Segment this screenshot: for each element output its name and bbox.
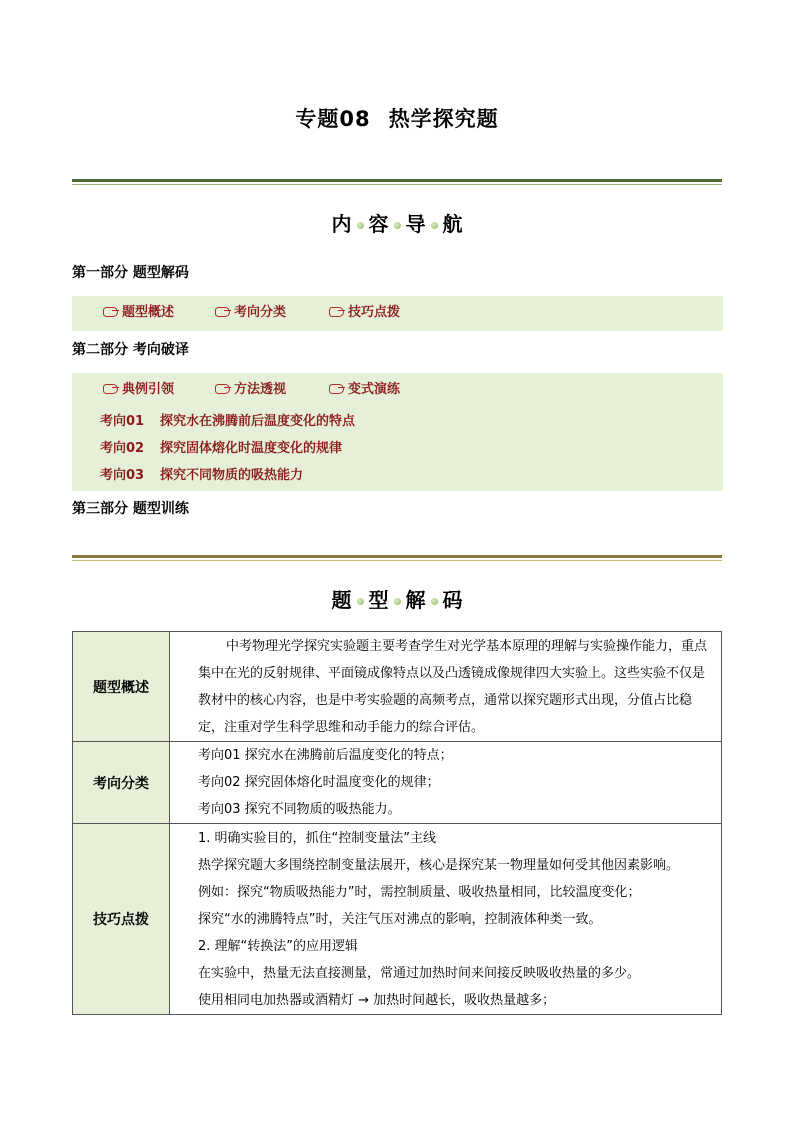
- topic-text: 探究固体熔化时温度变化的规律: [160, 441, 343, 456]
- table-row: [73, 742, 722, 824]
- list-item: 考向03 探究不同物质的吸热能力。: [198, 802, 401, 817]
- nav-link-overview[interactable]: [102, 301, 174, 320]
- section-heading: [0, 584, 794, 613]
- list-item: 热学探究题大多围绕控制变量法展开，核心是探究某一物理量如何受其他因素影响。: [198, 857, 680, 873]
- pointing-hand-icon: [102, 381, 120, 395]
- nav-link-classification[interactable]: [214, 301, 286, 320]
- row-content: [170, 824, 722, 1015]
- topic-code: 考向01: [100, 414, 145, 429]
- nav-link-label: 技巧点拨: [348, 305, 401, 320]
- part1-nav-box: [72, 296, 723, 331]
- pointing-hand-icon: [328, 304, 346, 318]
- list-item: 例如：探究“物质吸热能力”时，需控制质量、吸收热量相同，比较温度变化；: [198, 884, 641, 900]
- page-title: [0, 103, 794, 133]
- table-row: [73, 632, 722, 742]
- nav-link-practice[interactable]: [328, 378, 400, 397]
- row-label: 技巧点拨: [73, 824, 170, 1015]
- top-divider: [72, 179, 722, 185]
- pointing-hand-icon: [328, 381, 346, 395]
- dot-icon: [431, 222, 438, 229]
- list-item: 使用相同电加热器或酒精灯 → 加热时间越长，吸收热量越多；: [198, 992, 556, 1008]
- dot-icon: [394, 222, 401, 229]
- dot-icon: [394, 598, 401, 605]
- nav-link-label: 典例引领: [122, 382, 175, 397]
- part3-title: 第三部分 题型训练: [72, 501, 189, 517]
- nav-heading-char: 容: [368, 212, 389, 236]
- topic-code: 考向03: [100, 468, 145, 483]
- section-divider: [72, 555, 722, 561]
- pointing-hand-icon: [214, 381, 232, 395]
- nav-heading-char: 内: [331, 212, 352, 236]
- nav-heading-char: 航: [442, 212, 463, 236]
- nav-link-label: 方法透视: [234, 382, 287, 397]
- row-label: 题型概述: [73, 632, 170, 742]
- nav-link-examples[interactable]: [102, 378, 174, 397]
- list-item: 考向02 探究固体熔化时温度变化的规律；: [198, 775, 440, 790]
- dot-icon: [431, 598, 438, 605]
- nav-link-methods[interactable]: [214, 378, 286, 397]
- nav-link-label: 考向分类: [234, 305, 287, 320]
- nav-link-label: 变式演练: [348, 382, 401, 397]
- section-heading-char: 解: [405, 588, 426, 612]
- list-item: 探究“水的沸腾特点”时，关注气压对沸点的影响，控制液体种类一致。: [198, 911, 602, 927]
- dot-icon: [357, 598, 364, 605]
- section-heading-char: 题: [331, 588, 352, 612]
- topic-text: 探究不同物质的吸热能力: [160, 468, 304, 483]
- topic-link[interactable]: [100, 464, 303, 483]
- row-content: [170, 632, 722, 742]
- info-table: [72, 631, 722, 1015]
- topic-text: 探究水在沸腾前后温度变化的特点: [160, 414, 356, 429]
- section-heading-char: 码: [442, 588, 463, 612]
- dot-icon: [357, 222, 364, 229]
- list-item: 1. 明确实验目的，抓住“控制变量法”主线: [198, 830, 437, 846]
- table-row: [73, 824, 722, 1015]
- nav-heading-char: 导: [405, 212, 426, 236]
- topic-link[interactable]: [100, 437, 342, 456]
- row-content: [170, 742, 722, 824]
- row-label: 考向分类: [73, 742, 170, 824]
- part1-title: 第一部分 题型解码: [72, 265, 189, 281]
- list-item: 考向01 探究水在沸腾前后温度变化的特点；: [198, 748, 453, 763]
- overview-text: 中考物理光学探究实验题主要考查学生对光学基本原理的理解与实验操作能力，重点集中在光的反射规律、平面镜成像特点以及凸透镜成像规律四大实验上。这些实验不仅是教材中的核心内容，也是中考实验题的高频考点，通常以探究题形式出现，分值占比稳定，注重对学生科学思维和动手能力的综合评估。: [198, 638, 708, 735]
- list-item: 在实验中，热量无法直接测量，常通过加热时间来间接反映吸收热量的多少。: [198, 965, 641, 981]
- topic-link[interactable]: [100, 410, 355, 429]
- list-item: 2. 理解“转换法”的应用逻辑: [198, 938, 359, 954]
- pointing-hand-icon: [102, 304, 120, 318]
- nav-link-label: 题型概述: [122, 305, 175, 320]
- nav-link-tips[interactable]: [328, 301, 400, 320]
- pointing-hand-icon: [214, 304, 232, 318]
- title-main: 热学探究题: [388, 107, 499, 131]
- part2-title: 第二部分 考向破译: [72, 342, 189, 358]
- section-heading-char: 型: [368, 588, 389, 612]
- topic-code: 考向02: [100, 441, 145, 456]
- nav-heading: [0, 208, 794, 237]
- title-prefix: 专题08: [295, 107, 371, 131]
